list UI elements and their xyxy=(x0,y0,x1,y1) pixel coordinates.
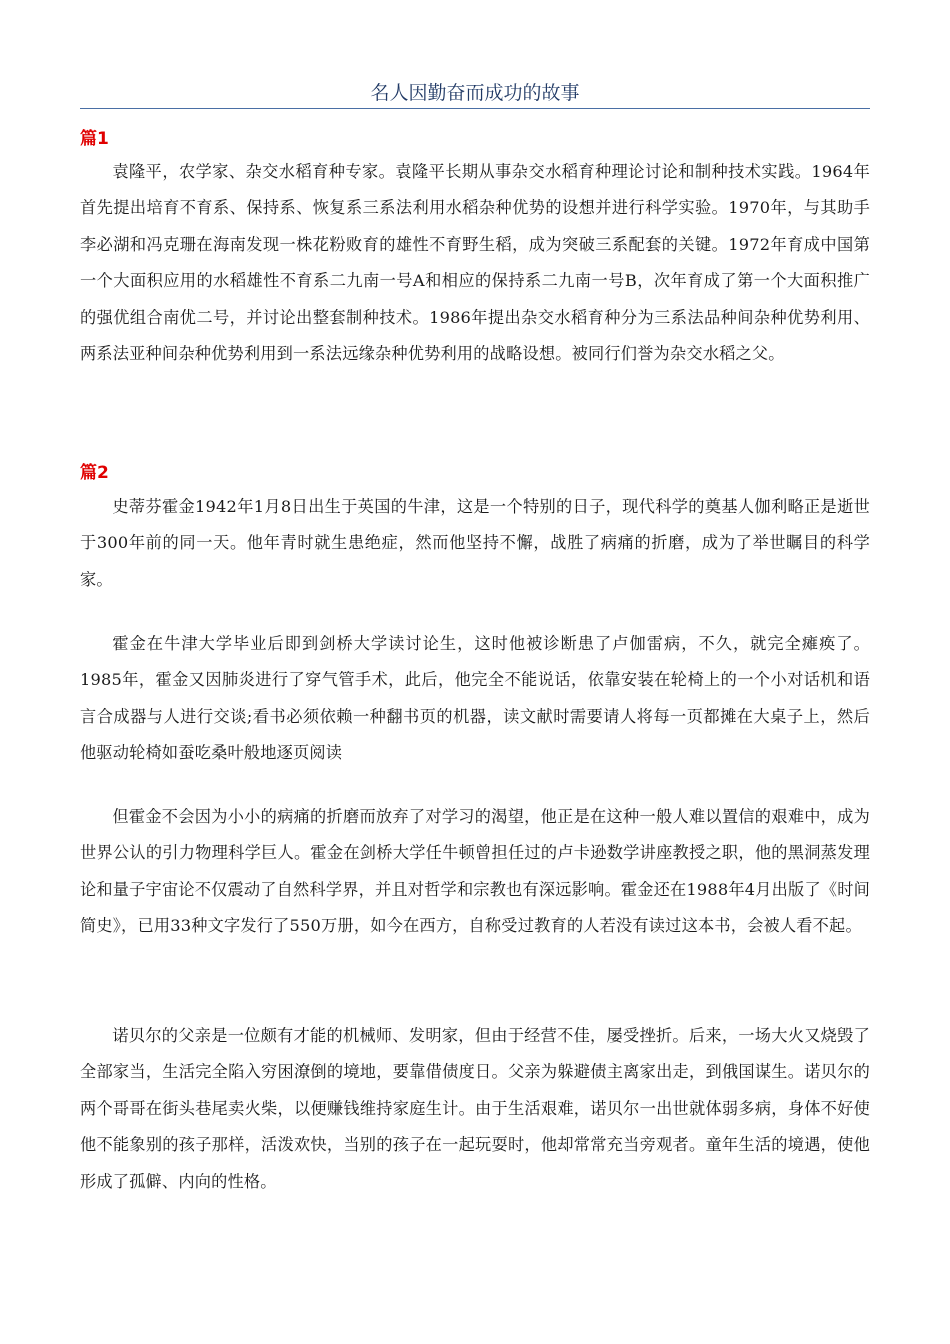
paragraph-hawking-birth: 史蒂芬霍金1942年1月8日出生于英国的牛津，这是一个特别的日子，现代科学的奠基人伽利略正是逝世于300年前的同一天。他年青时就生患绝症，然而他坚持不懈，战胜了病痛的折磨，成为了举世瞩目的科学家。 xyxy=(80,497,870,589)
section-heading-2: 篇2 xyxy=(80,463,109,483)
page-title: 名人因勤奋而成功的故事 xyxy=(370,82,580,104)
paragraph-hawking-achievements: 但霍金不会因为小小的病痛的折磨而放弃了对学习的渴望，他正是在这种一般人难以置信的艰难中，成为世界公认的引力物理科学巨人。霍金在剑桥大学任牛顿曾担任过的卢卡逊数学讲座教授之职，他的黑洞蒸发理论和量子宇宙论不仅震动了自然科学界，并且对哲学和宗教也有深远影响。霍金还在1988年4月出版了《时间简史》，已用33种文字发行了550万册，如今在西方，自称受过教育的人若没有读过这本书，会被人看不起。 xyxy=(80,807,870,936)
header-divider xyxy=(80,108,870,109)
paragraph-hawking-illness: 霍金在牛津大学毕业后即到剑桥大学读讨论生，这时他被诊断患了卢伽雷病，不久，就完全瘫痪了。1985年，霍金又因肺炎进行了穿气管手术，此后，他完全不能说话，依靠安装在轮椅上的一个小对话机和语言合成器与人进行交谈;看书必须依赖一种翻书页的机器，读文献时需要请人将每一页都摊在大桌子上，然后他驱动轮椅如蚕吃桑叶般地逐页阅读 xyxy=(80,634,870,763)
paragraph-yuan-longping: 袁隆平，农学家、杂交水稻育种专家。袁隆平长期从事杂交水稻育种理论讨论和制种技术实践。1964年首先提出培育不育系、保持系、恢复系三系法利用水稻杂种优势的设想并进行科学实验。1970年，与其助手李必湖和冯克珊在海南发现一株花粉败育的雄性不育野生稻，成为突破三系配套的关键。1972年育成中国第一个大面积应用的水稻雄性不育系二九南一号A和相应的保持系二九南一号B，次年育成了第一个大面积推广的强优组合南优二号，并讨论出整套制种技术。1986年提出杂交水稻育种分为三系法品种间杂种优势利用、两系法亚种间杂种优势利用到一系法远缘杂种优势利用的战略设想。被同行们誉为杂交水稻之父。 xyxy=(80,162,870,364)
paragraph-nobel-childhood: 诺贝尔的父亲是一位颇有才能的机械师、发明家，但由于经营不佳，屡受挫折。后来，一场大火又烧毁了全部家当，生活完全陷入穷困潦倒的境地，要靠借债度日。父亲为躲避债主离家出走，到俄国谋生。诺贝尔的两个哥哥在街头巷尾卖火柴，以便赚钱维持家庭生计。由于生活艰难，诺贝尔一出世就体弱多病，身体不好使他不能象别的孩子那样，活泼欢快，当别的孩子在一起玩耍时，他却常常充当旁观者。童年生活的境遇，使他形成了孤僻、内向的性格。 xyxy=(80,1026,870,1191)
section-heading-1: 篇1 xyxy=(80,129,109,149)
